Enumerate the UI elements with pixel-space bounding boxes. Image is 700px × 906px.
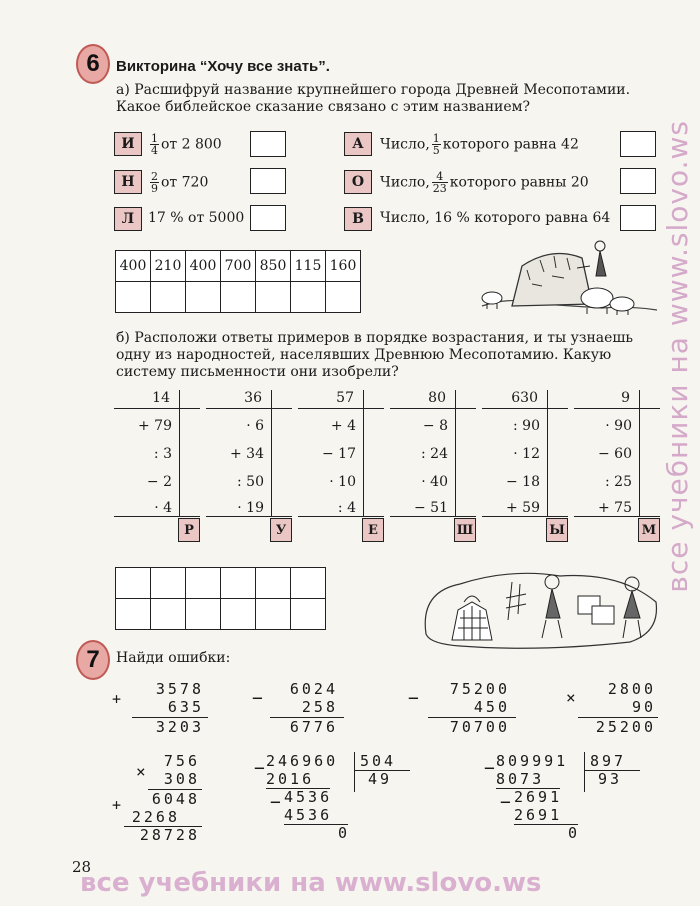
chain-op: + 34 xyxy=(230,446,264,462)
chain-op: + 75 xyxy=(598,500,632,516)
column-subtraction xyxy=(408,680,518,740)
column-subtraction xyxy=(252,680,352,740)
page-number: 28 xyxy=(72,858,92,876)
calc-chain xyxy=(390,390,476,540)
chain-line xyxy=(271,390,272,516)
grid-number-cell: 160 xyxy=(326,251,361,282)
calc-chain xyxy=(298,390,384,540)
chain-op: : 90 xyxy=(513,418,540,434)
chain-op: : 50 xyxy=(237,474,264,490)
grid-answer-row xyxy=(116,568,326,599)
grid-answer-cell[interactable] xyxy=(151,282,186,313)
letter-box: И xyxy=(114,132,142,156)
chain-op: − 60 xyxy=(598,446,632,462)
chain-line xyxy=(206,516,292,517)
chain-op: · 90 xyxy=(605,418,632,434)
chain-start: 630 xyxy=(511,390,538,406)
expr-pre: Число, 16 % которого равна 64 xyxy=(380,210,611,226)
chain-op: : 3 xyxy=(153,446,172,462)
grid-answer-cell[interactable] xyxy=(256,282,291,313)
calc-operand: 90 xyxy=(631,698,656,716)
grid-answer-row xyxy=(116,282,361,313)
expr-post: от 2 800 xyxy=(161,136,222,153)
calc-partial: 2268 xyxy=(131,808,180,826)
calc-sign: − xyxy=(254,758,268,779)
calc-sign: − xyxy=(500,792,514,813)
chain-op: + 79 xyxy=(138,418,172,434)
calc-subtrahend: 2691 xyxy=(514,806,563,824)
calc-result: 28728 xyxy=(139,826,200,844)
long-division xyxy=(484,752,654,847)
chain-op: : 4 xyxy=(337,500,356,516)
grid-answer-cell[interactable] xyxy=(256,568,291,599)
expr-pre: Число, xyxy=(380,174,430,191)
answer-box[interactable] xyxy=(250,131,286,157)
calc-dividend: 809991 xyxy=(496,752,569,770)
calc-sign: × xyxy=(136,762,149,781)
expr-post: которого равны 20 xyxy=(449,174,589,191)
grid-answer-cell[interactable] xyxy=(186,282,221,313)
shepherd-illustration xyxy=(472,236,662,318)
chain-line xyxy=(574,516,660,517)
grid-answer-cell[interactable] xyxy=(221,599,256,630)
grid-number-cell: 400 xyxy=(116,251,151,282)
grid-answer-cell[interactable] xyxy=(151,568,186,599)
chain-op: · 6 xyxy=(246,418,264,434)
tower-workers-illustration xyxy=(420,562,662,650)
chain-line xyxy=(298,516,384,517)
chain-line xyxy=(482,408,568,409)
chain-op: : 24 xyxy=(421,446,448,462)
task-number-badge: 6 xyxy=(76,44,110,84)
calc-result: 70700 xyxy=(449,718,510,736)
calc-quotient: 93 xyxy=(598,770,623,788)
calc-chain xyxy=(574,390,660,540)
fraction: $\frac{4}{23}$ xyxy=(432,170,447,195)
calc-operand: 6024 xyxy=(289,680,338,698)
calc-sign: + xyxy=(112,796,125,814)
column-multiplication xyxy=(112,752,212,842)
chain-line xyxy=(574,408,660,409)
grid-answer-cell[interactable] xyxy=(291,282,326,313)
grid-answer-cell[interactable] xyxy=(221,568,256,599)
calc-sign: + xyxy=(112,690,125,708)
grid-answer-cell[interactable] xyxy=(116,282,151,313)
answer-box[interactable] xyxy=(250,205,286,231)
task-part-a: а) Расшифруй название крупнейшего города Древней Месопотамии. Какое библейское сказание связано с этим названием? xyxy=(116,82,631,115)
grid-answer-cell[interactable] xyxy=(291,599,326,630)
calc-remainder: 2691 xyxy=(514,788,563,806)
letter-box: О xyxy=(344,170,372,194)
calc-chain xyxy=(114,390,200,540)
chain-op: : 25 xyxy=(605,474,632,490)
letter-box: А xyxy=(344,132,372,156)
letter-box: Н xyxy=(114,170,142,194)
calc-remainder: 4536 xyxy=(284,788,333,806)
chain-letter: У xyxy=(270,518,292,542)
grid-number-cell: 850 xyxy=(256,251,291,282)
calc-line xyxy=(584,752,586,792)
chain-op: − 51 xyxy=(414,500,448,516)
chain-line xyxy=(114,516,200,517)
watermark-vertical: все учебники на www.slovo.ws xyxy=(661,120,694,593)
calc-result: 3203 xyxy=(155,718,204,736)
calc-chain xyxy=(482,390,568,540)
chain-line xyxy=(390,408,476,409)
chain-line xyxy=(114,408,200,409)
chain-line xyxy=(179,390,180,516)
calc-subtrahend: 2016 xyxy=(266,770,315,788)
column-addition xyxy=(112,680,212,740)
calc-dividend: 246960 xyxy=(266,752,339,770)
chain-line xyxy=(363,390,364,516)
chain-op: − 8 xyxy=(422,418,448,434)
calc-sign: − xyxy=(408,688,422,709)
chain-op: · 10 xyxy=(329,474,356,490)
calc-operand: 308 xyxy=(163,770,200,788)
chain-start: 9 xyxy=(621,390,630,406)
grid-answer-cell[interactable] xyxy=(151,599,186,630)
calc-partial: 6048 xyxy=(151,790,200,808)
watermark-bottom: все учебники на www.slovo.ws xyxy=(80,868,542,898)
calc-remainder: 0 xyxy=(338,824,351,842)
expression xyxy=(380,210,610,226)
chain-letter: Е xyxy=(362,518,384,542)
calc-operand: 258 xyxy=(301,698,338,716)
chain-letter: Ы xyxy=(546,518,568,542)
chain-op: · 19 xyxy=(237,500,264,516)
calc-sign: − xyxy=(252,688,266,709)
letter-box: В xyxy=(344,207,372,231)
chain-letter: Р xyxy=(178,518,200,542)
long-division xyxy=(254,752,424,847)
chain-start: 36 xyxy=(244,390,262,406)
calc-operand: 635 xyxy=(167,698,204,716)
answer-box[interactable] xyxy=(250,168,286,194)
calc-operand: 3578 xyxy=(155,680,204,698)
calc-divisor: 897 xyxy=(590,752,627,770)
calc-line xyxy=(354,752,356,792)
calc-subtrahend: 4536 xyxy=(284,806,333,824)
grid-answer-cell[interactable] xyxy=(186,568,221,599)
calc-result: 25200 xyxy=(595,718,656,736)
chain-op: − 17 xyxy=(322,446,356,462)
grid-answer-cell[interactable] xyxy=(291,568,326,599)
grid-answer-cell[interactable] xyxy=(221,282,256,313)
fraction: $\frac{1}{5}$ xyxy=(432,132,440,157)
grid-number-row xyxy=(116,251,361,282)
expr-pre: 17 % от 5000 xyxy=(148,210,245,226)
calc-remainder: 0 xyxy=(568,824,581,842)
expression xyxy=(148,171,208,194)
grid-number-cell: 700 xyxy=(221,251,256,282)
answer-grid-a xyxy=(115,250,361,313)
expression xyxy=(148,133,222,156)
answer-box[interactable] xyxy=(620,205,656,231)
chain-op: − 18 xyxy=(506,474,540,490)
expression xyxy=(380,171,589,194)
calc-chain xyxy=(206,390,292,540)
grid-number-cell: 210 xyxy=(151,251,186,282)
task-title: Найди ошибки: xyxy=(116,650,231,666)
grid-answer-cell[interactable] xyxy=(186,599,221,630)
chain-op: + 59 xyxy=(506,500,540,516)
chain-line xyxy=(639,390,640,516)
grid-number-cell: 400 xyxy=(186,251,221,282)
fraction: $\frac{1}{4}$ xyxy=(151,132,158,157)
calc-sign: × xyxy=(566,688,579,707)
answer-box[interactable] xyxy=(620,131,656,157)
chain-op: − 2 xyxy=(146,474,172,490)
chain-line xyxy=(206,408,292,409)
fraction: $\frac{2}{9}$ xyxy=(151,170,158,195)
chain-letter: Ш xyxy=(454,518,476,542)
chain-line xyxy=(482,516,568,517)
grid-answer-cell[interactable] xyxy=(116,568,151,599)
grid-answer-cell[interactable] xyxy=(116,599,151,630)
chain-op: · 40 xyxy=(421,474,448,490)
expression xyxy=(148,210,244,226)
chain-line xyxy=(455,390,456,516)
calc-result: 6776 xyxy=(289,718,338,736)
calc-sign: − xyxy=(484,758,498,779)
chain-letter: М xyxy=(638,518,660,542)
column-multiplication xyxy=(566,680,666,740)
grid-answer-cell[interactable] xyxy=(256,599,291,630)
task-number-badge: 7 xyxy=(76,640,110,680)
answer-grid-b xyxy=(115,567,326,630)
chain-line xyxy=(298,408,384,409)
expression xyxy=(380,133,579,156)
chain-start: 14 xyxy=(152,390,170,406)
task-title: Викторина “Хочу все знать”. xyxy=(116,58,330,75)
answer-box[interactable] xyxy=(620,168,656,194)
calc-operand: 2800 xyxy=(607,680,656,698)
letter-box: Л xyxy=(114,207,142,231)
chain-op: + 4 xyxy=(330,418,356,434)
chain-op: · 4 xyxy=(154,500,172,516)
chain-start: 80 xyxy=(428,390,446,406)
calc-operand: 450 xyxy=(473,698,510,716)
calc-quotient: 49 xyxy=(368,770,393,788)
chain-line xyxy=(547,390,548,516)
grid-answer-cell[interactable] xyxy=(326,282,361,313)
expr-post: которого равна 42 xyxy=(442,136,579,153)
calc-sign: − xyxy=(270,792,284,813)
task-part-b: б) Расположи ответы примеров в порядке возрастания, и ты узнаешь одну из народностей, населявших Древнюю Месопотамию. Какую систему письменности они изобрели? xyxy=(116,330,634,380)
expr-post: от 720 xyxy=(161,174,209,191)
calc-divisor: 504 xyxy=(360,752,397,770)
calc-subtrahend: 8073 xyxy=(496,770,545,788)
chain-start: 57 xyxy=(336,390,354,406)
expr-pre: Число, xyxy=(380,136,430,153)
chain-op: · 12 xyxy=(513,446,540,462)
calc-operand: 756 xyxy=(163,752,200,770)
grid-answer-row xyxy=(116,599,326,630)
calc-operand: 75200 xyxy=(449,680,510,698)
chain-line xyxy=(390,516,476,517)
grid-number-cell: 115 xyxy=(291,251,326,282)
